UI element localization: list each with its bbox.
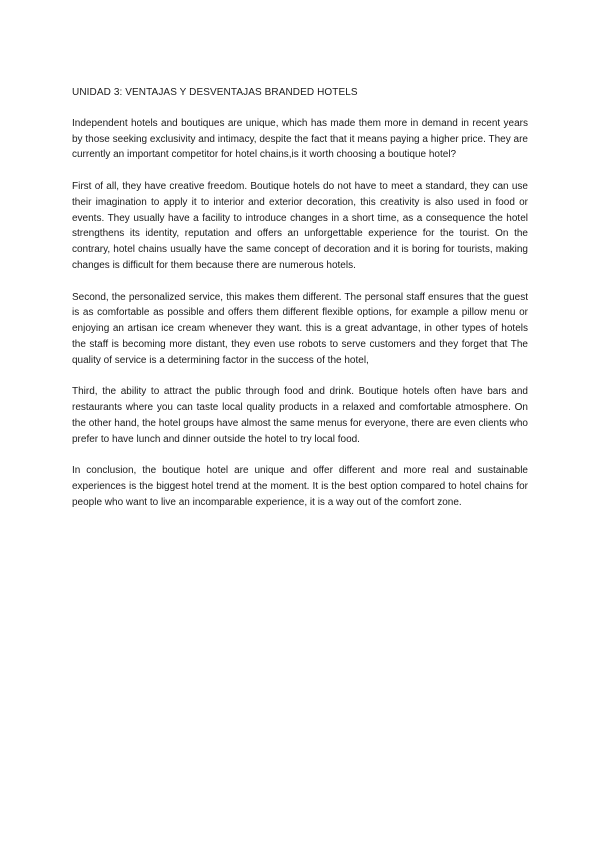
document-body bbox=[72, 85, 528, 527]
paragraph-food-and-drink: Third, the ability to attract the public through food and drink. Boutique hotels often have bars and restaurants where you can taste local quality products in a relaxed and comfortable atmosphere. On the other hand, the hotel groups have almost the same menus for everyone, there are even clients who prefer to have lunch and dinner outside the hotel to try local food. bbox=[72, 386, 528, 445]
paragraph-personalized-service: Second, the personalized service, this makes them different. The personal staff ensures that the guest is as comfortable as possible and offers them different flexible options, for example a pillow menu or enjoying an artisan ice cream whenever they want. this is a great advantage, in other types of hotels the staff is becoming more distant, they even use robots to serve customers and they forget that The quality of service is a determining factor in the success of the hotel, bbox=[72, 291, 528, 366]
document-title: UNIDAD 3: VENTAJAS Y DESVENTAJAS BRANDED HOTELS bbox=[72, 87, 358, 98]
paragraph-conclusion: In conclusion, the boutique hotel are unique and offer different and more real and sustainable experiences is the biggest hotel trend at the moment. It is the best option compared to hotel chains for people who want to live an incomparable experience, it is a way out of the comfort zone. bbox=[72, 465, 528, 508]
paragraph-creative-freedom: First of all, they have creative freedom. Boutique hotels do not have to meet a standard, they can use their imagination to apply it to interior and exterior decoration, this creativity is also used in food or events. They usually have a facility to introduce changes in a short time, as a consequence the hotel strengthens its identity, reputation and offers an unforgettable experience for the tourist. On the contrary, hotel chains usually have the same concept of decoration and it is boring for tourists, making changes is difficult for them because there are numerous hotels. bbox=[72, 180, 528, 271]
paragraph-introduction: Independent hotels and boutiques are unique, which has made them more in demand in recent years by those seeking exclusivity and intimacy, despite the fact that it means paying a higher price. They are currently an important competitor for hotel chains,is it worth choosing a boutique hotel? bbox=[72, 117, 528, 161]
